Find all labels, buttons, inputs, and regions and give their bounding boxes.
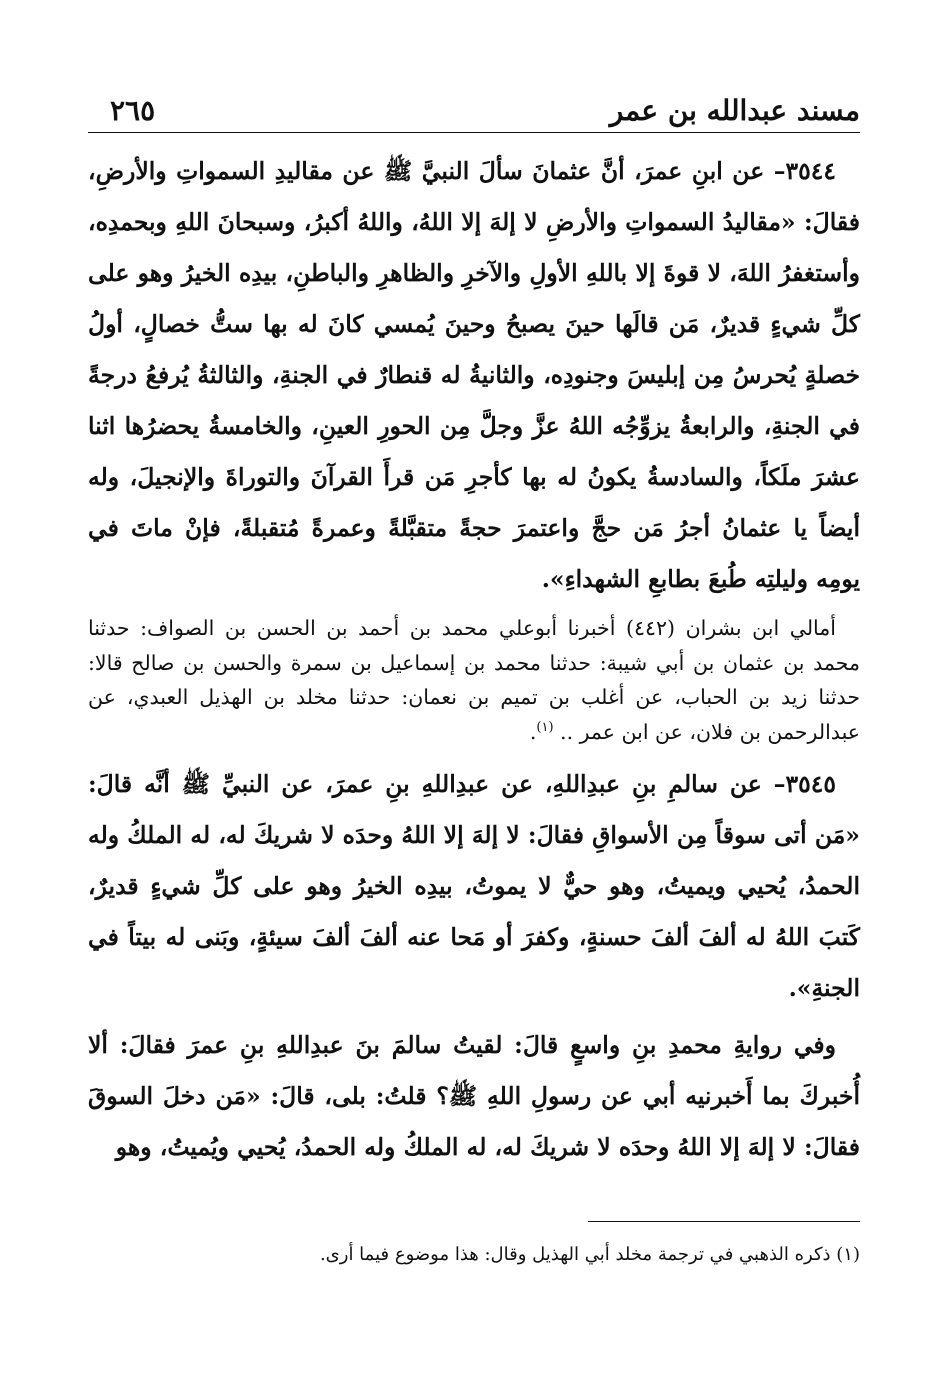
source-text: أمالي ابن بشران (٤٤٢) أخبرنا أبوعلي محمد بن أحمد بن الحسن بن الصواف: حدثنا محمد بن عثمان بن أبي شيبة: حدثنا محمد بن إسماعيل بن سمرة والحسن بن صالح قالا: حدثنا زيد بن الحباب، عن أغلب بن تميم بن نعمان: حدثنا مخلد بن الهذيل العبدي، عن عبدالرحمن بن فلان، عن ابن عمر .. xyxy=(88,616,860,744)
hadith-number: ٣٥٤٥ xyxy=(785,770,836,798)
footnote-text: (١) ذكره الذهبي في ترجمة مخلد أبي الهذيل وقال: هذا موضوع فيما أرى. xyxy=(319,1244,860,1265)
hadith-text: عن ابنِ عمرَ، أنَّ عثمانَ سألَ النبيَّ ﷺ عن مقاليدِ السمواتِ والأرضِ، فقالَ: «مقاليدُ السمواتِ والأرضِ لا إلهَ إلا اللهُ، واللهُ أكبرُ، وسبحانَ اللهِ وبحمدِه، وأستغفرُ اللهَ، لا قوةَ إلا باللهِ الأولِ والآخرِ والظاهرِ والباطنِ، بيدِه الخيرُ وهو على كلِّ شيءٍ قديرٌ، مَن قالَها حينَ يصبحُ وحينَ يُمسي كانَ له بها ستُّ خصالٍ، أولُ خصلةٍ يُحرسُ مِن إبليسَ وجنودِه، والثانيةُ له قنطارٌ في الجنةِ، والثالثةُ يُرفعُ درجةً في الجنةِ، والرابعةُ يزوِّجُه اللهُ عزَّ وجلَّ مِن الحورِ العينِ، والخامسةُ يحضرُها اثنا عشرَ ملَكاً، والسادسةُ يكونُ له بها كأجرِ مَن قرأَ القرآنَ والتوراةَ والإنجيلَ، وله أيضاً يا عثمانُ أجرُ مَن حجَّ واعتمرَ حجةً متقبَّلةً وعمرةً مُتقبلةً، فإنْ ماتَ في يومِه وليلتِه طُبعَ بطابعِ الشهداءِ». xyxy=(88,157,860,593)
hadith-text: عن سالمِ بنِ عبدِاللهِ، عن عبدِاللهِ بنِ عمرَ، عن النبيِّ ﷺ أنَّه قالَ: «مَن أتى سوقاً مِن الأسواقِ فقالَ: لا إلهَ إلا اللهُ وحدَه لا شريكَ له، له الملكُ وله الحمدُ، يُحيي ويميتُ، وهو حيٌّ لا يموتُ، بيدِه الخيرُ وهو على كلِّ شيءٍ قديرٌ، كَتبَ اللهُ له ألفَ ألفَ حسنةٍ، وكفرَ أو مَحا عنه ألفَ ألفَ سيئةٍ، وبَنى له بيتاً في الجنةِ». xyxy=(88,770,860,1002)
hadith-3544: ٣٥٤٤– عن ابنِ عمرَ، أنَّ عثمانَ سألَ النبيَّ ﷺ عن مقاليدِ السمواتِ والأرضِ، فقالَ: «مقاليدُ السمواتِ والأرضِ لا إلهَ إلا اللهُ، واللهُ أكبرُ، وسبحانَ اللهِ وبحمدِه، وأستغفرُ اللهَ، لا قوةَ إلا باللهِ الأولِ والآخرِ والظاهرِ والباطنِ، بيدِه الخيرُ وهو على كلِّ شيءٍ قديرٌ، مَن قالَها حينَ يصبحُ وحينَ يُمسي كانَ له بها ستُّ خصالٍ، أولُ خصلةٍ يُحرسُ مِن إبليسَ وجنودِه، والثانيةُ له قنطارٌ في الجنةِ، والثالثةُ يُرفعُ درجةً في الجنةِ، والرابعةُ يزوِّجُه اللهُ عزَّ وجلَّ مِن الحورِ العينِ، والخامسةُ يحضرُها اثنا عشرَ ملَكاً، والسادسةُ يكونُ له بها كأجرِ مَن قرأَ القرآنَ والتوراةَ والإنجيلَ، وله أيضاً يا عثمانُ أجرُ مَن حجَّ واعتمرَ حجةً متقبَّلةً وعمرةً مُتقبلةً، فإنْ ماتَ في يومِه وليلتِه طُبعَ بطابعِ الشهداءِ». xyxy=(88,157,860,593)
hadith-3545: ٣٥٤٥– عن سالمِ بنِ عبدِاللهِ، عن عبدِاللهِ بنِ عمرَ، عن النبيِّ ﷺ أنَّه قالَ: «مَن أتى سوقاً مِن الأسواقِ فقالَ: لا إلهَ إلا اللهُ وحدَه لا شريكَ له، له الملكُ وله الحمدُ، يُحيي ويميتُ، وهو حيٌّ لا يموتُ، بيدِه الخيرُ وهو على كلِّ شيءٍ قديرٌ، كَتبَ اللهُ له ألفَ ألفَ حسنةٍ، وكفرَ أو مَحا عنه ألفَ ألفَ سيئةٍ، وبَنى له بيتاً في الجنةِ». xyxy=(88,770,860,1002)
page-header xyxy=(88,92,860,133)
hadith-variant xyxy=(88,1020,860,1173)
hadith-number: ٣٥٤٤ xyxy=(785,157,836,185)
page-number: ٢٦٥ xyxy=(110,94,156,127)
book-title: مسند عبدالله بن عمر xyxy=(609,94,860,127)
page xyxy=(88,0,860,1379)
footnote-divider xyxy=(588,1221,860,1222)
footnote xyxy=(88,1242,860,1268)
footnote-reference[interactable]: (١) xyxy=(536,719,554,735)
variant-text: وفي روايةِ محمدِ بنِ واسعٍ قالَ: لقيتُ سالمَ بنَ عبدِاللهِ بنِ عمرَ فقالَ: ألا أُخبركَ بما أَخبرنيه أبي عن رسولِ اللهِ ﷺ؟ قلتُ: بلى، قالَ: «مَن دخلَ السوقَ فقالَ: لا إلهَ إلا اللهُ وحدَه لا شريكَ له، له الملكُ وله الحمدُ، يُحيي ويُميتُ، وهو xyxy=(88,1031,860,1161)
hadith-source: أمالي ابن بشران (٤٤٢) أخبرنا أبوعلي محمد بن أحمد بن الحسن بن الصواف: حدثنا محمد بن عثمان بن أبي شيبة: حدثنا محمد بن إسماعيل بن سمرة والحسن بن صالح قالا: حدثنا زيد بن الحباب، عن أغلب بن تميم بن نعمان: حدثنا مخلد بن الهذيل العبدي، عن عبدالرحمن بن فلان، عن ابن عمر .. $^{(١)}$. xyxy=(88,616,860,744)
page-body xyxy=(88,146,860,1179)
